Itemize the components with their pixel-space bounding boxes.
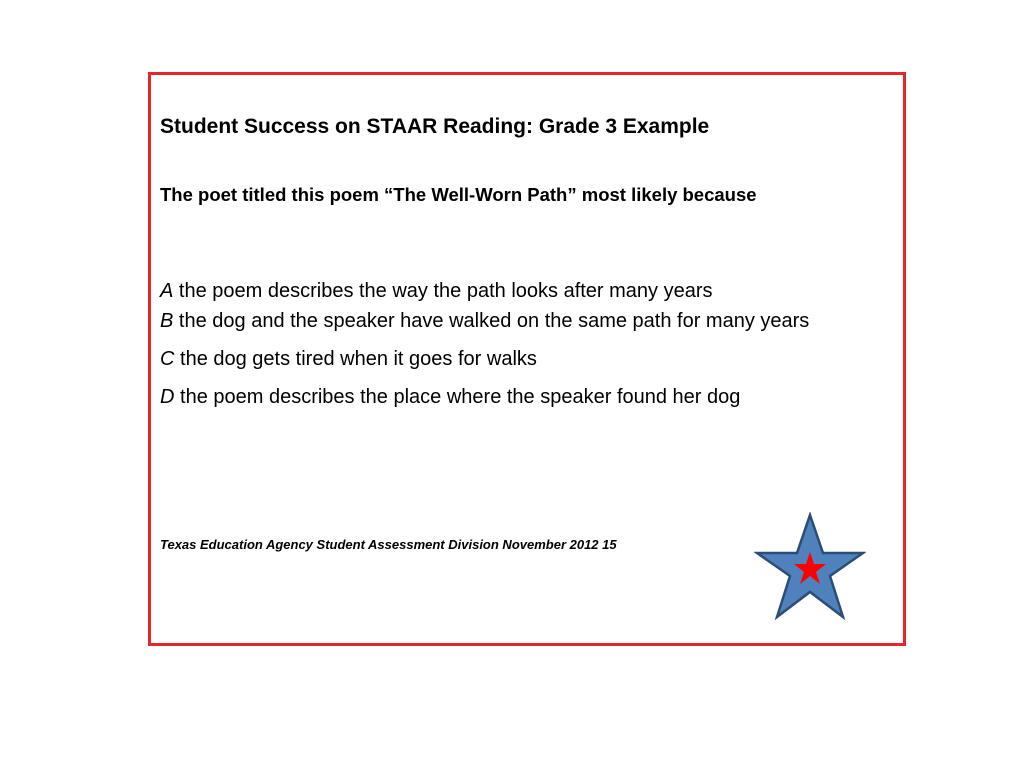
choice-b (160, 306, 860, 336)
choice-c-text: the dog gets tired when it goes for walks (180, 348, 537, 370)
answer-choices (160, 276, 860, 412)
choice-a-text: the poem describes the way the path looks after many years (178, 280, 713, 302)
source-citation: Texas Education Agency Student Assessment Division November 2012 15 (160, 537, 617, 552)
choice-a-letter: A (160, 280, 174, 302)
question-prompt: The poet titled this poem “The Well-Worn Path” most likely because (160, 184, 757, 205)
slide-title: Student Success on STAAR Reading: Grade 3 Example (160, 115, 710, 138)
choice-a (160, 276, 860, 306)
choice-d (160, 382, 860, 412)
choice-d-letter: D (160, 386, 175, 408)
choice-b-text: the dog and the speaker have walked on the same path for many years (178, 310, 810, 332)
star-icon (754, 512, 866, 622)
choice-b-letter: B (160, 310, 174, 332)
choice-c-letter: C (160, 348, 175, 370)
choice-c (160, 344, 860, 374)
choice-d-text: the poem describes the place where the speaker found her dog (180, 386, 741, 408)
